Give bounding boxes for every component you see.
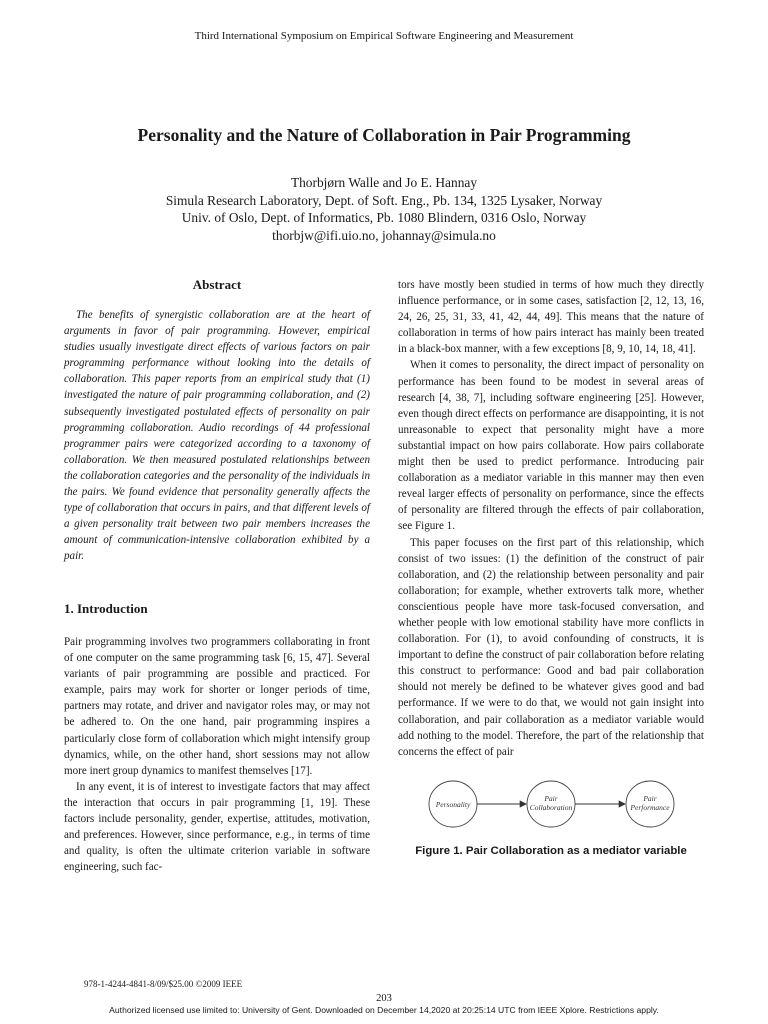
intro-paragraph-1: Pair programming involves two programmers collaborating in front of one computer on the same programming task [6, 15, 47]. Several variants of pair programming are possible and practiced. For example, pairs may work for shorter or longer periods of time, partners may rotate, and driver and navigator roles may, or may not be adhered to. On the one hand, pair programming inspires a particularly close form of collaboration which might intensify group dynamics, while, on the other hand, short sessions may not allow more inert group dynamics to manifest themselves [17]. <box>64 636 370 777</box>
abstract-body <box>64 307 370 565</box>
performance-label-line-1: Pair <box>643 794 657 803</box>
introduction-heading: 1. Introduction <box>64 601 148 616</box>
page-number: 203 <box>376 993 392 1004</box>
mediator-diagram <box>398 777 704 837</box>
affiliation-1: Simula Research Laboratory, Dept. of Soft. Eng., Pb. 134, 1325 Lysaker, Norway <box>165 192 603 208</box>
author-emails: thorbjw@ifi.uio.no, johannay@simula.no <box>272 227 496 243</box>
right-paragraph-3: This paper focuses on the first part of this relationship, which consist of two issues: (1) the definition of the construct of pair collaboration, and (2) the relationship between personality and pair collaboration; for example, whether extroverts talk more, whether conscientious people have more task-focused conversation, and whether people with low emotional stability have more conflicts in collaboration. For (1), to avoid confounding of constructs, it is important to define the construct of pair collaboration before relating this construct to performance: Good and bad pair collaboration should not merely be defined to be whatever gives good and bad performance. If we were to do that, we would not gain insight into collaboration, and pair collaboration as a mediator variable would add nothing to the model. Therefore, the part of the relationship that concerns the effect of pair <box>398 536 704 758</box>
right-paragraph-2: When it comes to personality, the direct impact of personality on performance has been found to be modest in several areas of research [4, 38, 7], including software engineering [25]. However, even though direct effects on performance are disappointing, it is not unreasonable to expect that personality might have a more substantial impact on how pairs collaborate. How pairs collaborate might then be used to predict performance. Introducing pair collaboration as a mediator variable in this manner may then even reveal larger effects of personality on performance, since the effects of personality are filtered through the effects of pair collaboration, see Figure 1. <box>398 359 704 533</box>
conference-header: Third International Symposium on Empirical Software Engineering and Measurement <box>194 30 574 42</box>
introduction-body <box>64 634 370 875</box>
collaboration-label-line-2: Collaboration <box>529 803 573 812</box>
performance-label-line-2: Performance <box>630 803 670 812</box>
isbn-copyright: 978-1-4244-4841-8/09/$25.00 ©2009 IEEE <box>84 979 243 989</box>
abstract-paragraph: The benefits of synergistic collaboration are at the heart of arguments in favor of pair programming. However, empirical studies usually investigate direct effects of various factors on pair programming performance without looking into the details of collaboration. This paper reports from an empirical study that (1) investigated the nature of pair programming collaboration, and (2) subsequently investigated postulated effects of personality on pair programming collaboration. Audio recordings of 44 professional programmer pairs were categorized according to a taxonomy of collaboration. We then measured postulated relationships between the collaboration categories and the personality of the individuals in the pairs. We found evidence that personality generally affects the type of collaboration that occurs in pairs, and that different levels of a given personality trait between two pair members increases the amount of communication-intensive collaboration exhibited by a pair. <box>64 309 370 563</box>
author-names: Thorbjørn Walle and Jo E. Hannay <box>290 175 478 190</box>
right-column-body <box>398 277 704 760</box>
intro-paragraph-2: In any event, it is of interest to investigate factors that may affect the interaction that occurs in pair programming [1, 19]. These factors include personality, gender, expertise, attitudes, motivation, and preferences. However, since performance, e.g., in terms of time and quality, is often the ultimate criterion variable in software engineering, such fac- <box>64 780 370 874</box>
personality-label: Personality <box>435 800 471 809</box>
affiliation-2: Univ. of Oslo, Dept. of Informatics, Pb. 1080 Blindern, 0316 Oslo, Norway <box>181 210 587 225</box>
author-block <box>0 174 768 244</box>
paper-title: Personality and the Nature of Collaboration in Pair Programming <box>137 125 631 145</box>
figure-caption: Figure 1. Pair Collaboration as a mediator variable <box>415 845 687 857</box>
collaboration-label-line-1: Pair <box>544 794 558 803</box>
abstract-heading: Abstract <box>192 277 242 292</box>
license-notice: Authorized licensed use limited to: University of Gent. Downloaded on December 14,2020 at 20:25:14 UTC from IEEE Xplore. Restrictions apply. <box>109 1005 659 1015</box>
figure-1 <box>398 777 704 842</box>
right-paragraph-1: tors have mostly been studied in terms of how much they directly influence performance, or in some cases, satisfaction [2, 12, 13, 16, 24, 26, 25, 31, 33, 41, 42, 44, 49]. This means that the nature of collaboration in terms of how pairs interact has mainly been treated in a black-box manner, with a few exceptions [8, 9, 10, 14, 18, 41]. <box>398 279 704 356</box>
